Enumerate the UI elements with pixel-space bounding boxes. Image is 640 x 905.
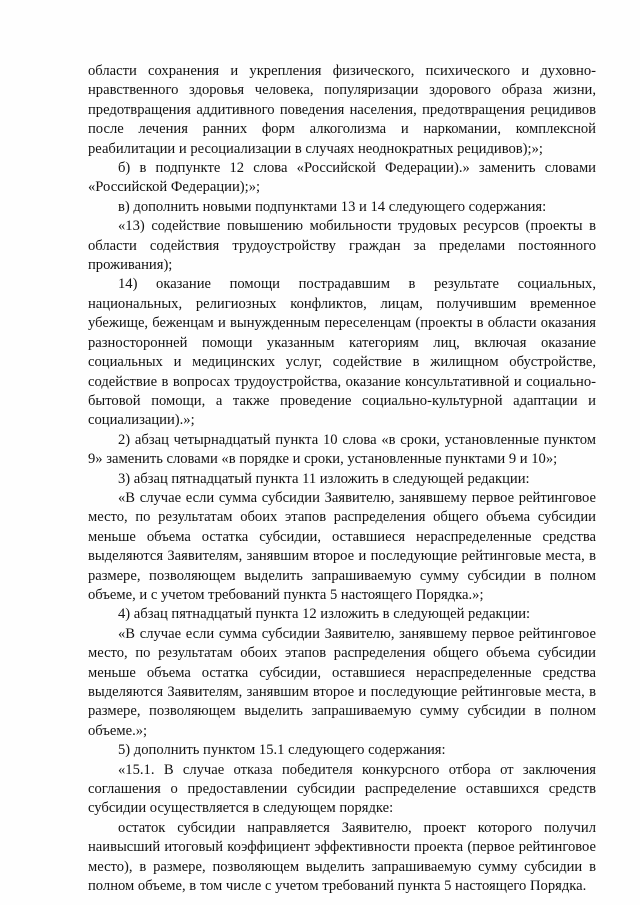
- paragraph-subitem-14: 14) оказание помощи пострадавшим в результате социальных, национальных, религиозных конфликтов, лицам, получившим временное убежище, беженцам и вынужденным переселенцам (проекты в области оказания разносторонней помощи указанным категориям лиц, включая оказание социальных и медицинских услуг, содействие в жилищном обустройстве, содействие в вопросах трудоустройства, оказание консультативной и социально-бытовой помощи, а также проведение социально-культурной адаптации и социализации).»;: [88, 276, 596, 429]
- paragraph-item-b: б) в подпункте 12 слова «Российской Федерации).» заменить словами «Российской Федерации);»;: [88, 160, 596, 196]
- paragraph-point-15-1: «15.1. В случае отказа победителя конкурсного отбора от заключения соглашения о предоставлении субсидии распределение оставшихся средств субсидии осуществляется в следующем порядке:: [88, 761, 596, 817]
- paragraph-item-2: 2) абзац четырнадцатый пункта 10 слова «в сроки, установленные пунктом 9» заменить словами «в порядке и сроки, установленные пунктами 9 и 10»;: [88, 431, 596, 468]
- paragraph-item-5: 5) дополнить пунктом 15.1 следующего содержания:: [118, 742, 446, 759]
- paragraph-item-3: 3) абзац пятнадцатый пункта 11 изложить в следующей редакции:: [118, 470, 530, 487]
- paragraph-quote-point-12: «В случае если сумма субсидии Заявителю, занявшему первое рейтинговое место, по результатам обоих этапов распределения общего объема субсидии меньше объема остатка субсидии, оставшиеся нераспределенные средства выделяются Заявителям, занявшим второе и последующие рейтинговые места, в размере, позволяющем выделить запрашиваемую сумму субсидии в полном объеме.»;: [88, 625, 596, 739]
- paragraph-item-4: 4) абзац пятнадцатый пункта 12 изложить в следующей редакции:: [118, 606, 531, 623]
- paragraph-subsidy-remainder: остаток субсидии направляется Заявителю, проект которого получил наивысший итоговый коэффициент эффективности проекта (первое рейтинговое место), в размере, позволяющем выделить запрашиваемую сумму субсидии в полном объеме, в том числе с учетом требований пункта 5 настоящего Порядка.: [88, 819, 596, 895]
- paragraph-quote-point-11: «В случае если сумма субсидии Заявителю, занявшему первое рейтинговое место, по результатам обоих этапов распределения общего объема субсидии меньше объема остатка субсидии, оставшиеся нераспределенные средства выделяются Заявителям, занявшим второе и последующие рейтинговые места, в размере, позволяющем выделить запрашиваемую сумму субсидии в полном объеме, и с учетом требований пункта 5 настоящего Порядка.»;: [88, 489, 596, 603]
- paragraph-subitem-13: «13) содействие повышению мобильности трудовых ресурсов (проекты в области содействия трудоустройству граждан за пределами постоянного проживания);: [88, 218, 596, 274]
- paragraph-continuation: области сохранения и укрепления физического, психического и духовно-нравственного здоровья человека, популяризации здорового образа жизни, предотвращения аддитивного поведения населения, предотвращения рецидивов после лечения ранних форм алкоголизма и наркомании, комплексной реабилитации и ресоциализации в случаях неоднократных рецидивов);»;: [88, 63, 596, 157]
- document-body: [88, 62, 596, 896]
- paragraph-item-v: в) дополнить новыми подпунктами 13 и 14 следующего содержания:: [118, 198, 547, 215]
